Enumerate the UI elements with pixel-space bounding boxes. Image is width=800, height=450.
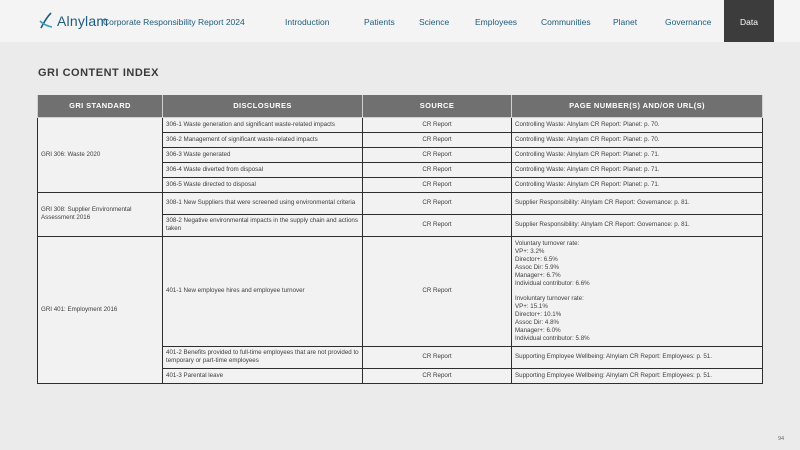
disclosure-cell: 306-1 Waste generation and significant waste-related impacts — [163, 117, 363, 132]
disclosure-cell: 401-2 Benefits provided to full-time employees that are not provided to temporary or part-time employees — [163, 346, 363, 368]
involuntary-turnover-line: Individual contributor: 5.8% — [515, 334, 590, 342]
page-reference-cell: Controlling Waste: Alnylam CR Report: Planet: p. 71. — [512, 147, 763, 162]
source-cell: CR Report — [363, 192, 512, 214]
source-cell: CR Report — [363, 147, 512, 162]
involuntary-turnover-line: VP+: 15.1% — [515, 302, 548, 310]
table-row — [38, 192, 763, 214]
page-title: GRI CONTENT INDEX — [38, 67, 159, 79]
table-row — [38, 236, 763, 346]
disclosure-cell: 306-4 Waste diverted from disposal — [163, 162, 363, 177]
gri-standard-cell: GRI 308: Supplier Environmental Assessment 2016 — [38, 192, 163, 236]
involuntary-turnover-line: Assoc Dir: 4.8% — [515, 318, 560, 326]
involuntary-turnover-line: Involuntary turnover rate: — [515, 294, 584, 302]
source-cell: CR Report — [363, 117, 512, 132]
disclosure-cell: 306-5 Waste directed to disposal — [163, 177, 363, 192]
page-reference-cell: Supplier Responsibility: Alnylam CR Report: Governance: p. 81. — [512, 214, 763, 236]
column-header-gri-standard: GRI STANDARD — [38, 95, 163, 117]
source-cell: CR Report — [363, 368, 512, 383]
table-row — [38, 117, 763, 132]
table-header-row — [38, 95, 763, 117]
nav-patients[interactable]: Patients — [364, 17, 395, 27]
source-cell: CR Report — [363, 177, 512, 192]
voluntary-turnover-line: VP+: 3.2% — [515, 247, 545, 255]
turnover-rates-cell — [512, 236, 763, 346]
nav-employees[interactable]: Employees — [475, 17, 518, 27]
source-cell: CR Report — [363, 132, 512, 147]
page-reference-cell: Supporting Employee Wellbeing: Alnylam CR Report: Employees: p. 51. — [512, 368, 763, 383]
source-cell: CR Report — [363, 162, 512, 177]
page-reference-cell: Supporting Employee Wellbeing: Alnylam CR Report: Employees: p. 51. — [512, 346, 763, 368]
disclosure-cell: 306-2 Management of significant waste-related impacts — [163, 132, 363, 147]
involuntary-turnover-line: Director+: 10.1% — [515, 310, 562, 318]
column-header-page-numbers: PAGE NUMBER(S) AND/OR URL(S) — [512, 95, 763, 117]
alnylam-logo-icon — [38, 12, 54, 30]
page-reference-cell: Controlling Waste: Alnylam CR Report: Planet: p. 71. — [512, 162, 763, 177]
page-number: 94 — [778, 436, 785, 442]
column-header-disclosures: DISCLOSURES — [163, 95, 363, 117]
source-cell: CR Report — [363, 236, 512, 346]
logo[interactable] — [38, 12, 108, 30]
voluntary-turnover-line: Individual contributor: 6.6% — [515, 279, 590, 287]
logo-text: Alnylam — [57, 13, 109, 29]
source-cell: CR Report — [363, 214, 512, 236]
page-reference-cell: Controlling Waste: Alnylam CR Report: Planet: p. 71. — [512, 177, 763, 192]
nav-planet[interactable]: Planet — [613, 17, 638, 27]
voluntary-turnover-block — [515, 239, 759, 289]
main-nav — [272, 0, 774, 42]
gri-standard-cell: GRI 306: Waste 2020 — [38, 117, 163, 192]
involuntary-turnover-block — [515, 294, 759, 344]
nav-data[interactable]: Data — [724, 0, 774, 42]
voluntary-turnover-line: Voluntary turnover rate: — [515, 239, 580, 247]
voluntary-turnover-line: Director+: 6.5% — [515, 255, 558, 263]
page-reference-cell: Controlling Waste: Alnylam CR Report: Planet: p. 70. — [512, 117, 763, 132]
involuntary-turnover-line: Manager+: 6.0% — [515, 326, 561, 334]
nav-introduction[interactable]: Introduction — [285, 17, 330, 27]
gri-standard-cell: GRI 401: Employment 2016 — [38, 236, 163, 383]
top-navigation-bar — [0, 0, 800, 42]
disclosure-cell: 401-3 Parental leave — [163, 368, 363, 383]
page-reference-cell: Supplier Responsibility: Alnylam CR Report: Governance: p. 81. — [512, 192, 763, 214]
disclosure-cell: 306-3 Waste generated — [163, 147, 363, 162]
voluntary-turnover-line: Manager+: 6.7% — [515, 271, 561, 279]
page-reference-cell: Controlling Waste: Alnylam CR Report: Planet: p. 70. — [512, 132, 763, 147]
nav-science[interactable]: Science — [419, 17, 450, 27]
column-header-source: SOURCE — [363, 95, 512, 117]
disclosure-cell: 401-1 New employee hires and employee turnover — [163, 236, 363, 346]
disclosure-cell: 308-2 Negative environmental impacts in the supply chain and actions taken — [163, 214, 363, 236]
nav-governance[interactable]: Governance — [665, 17, 712, 27]
nav-communities[interactable]: Communities — [541, 17, 591, 27]
report-title[interactable]: Corporate Responsibility Report 2024 — [103, 17, 245, 27]
gri-content-table — [37, 95, 763, 384]
disclosure-cell: 308-1 New Suppliers that were screened using environmental criteria — [163, 192, 363, 214]
voluntary-turnover-line: Assoc Dir: 5.9% — [515, 263, 560, 271]
source-cell: CR Report — [363, 346, 512, 368]
